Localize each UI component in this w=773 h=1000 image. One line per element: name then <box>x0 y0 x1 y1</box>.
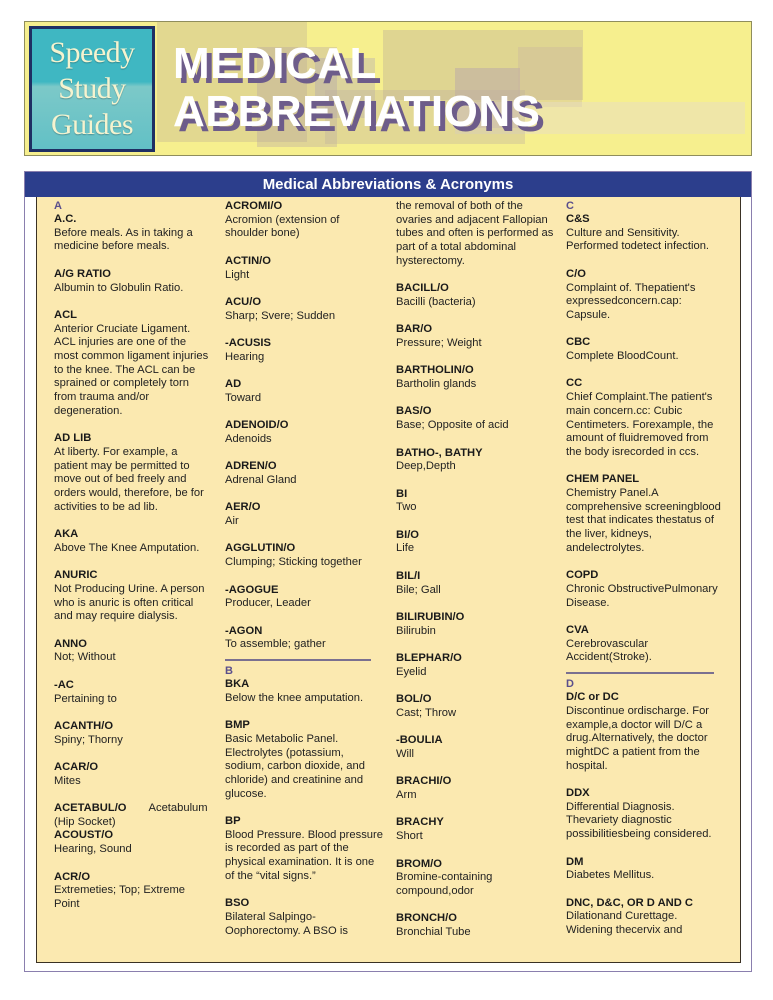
abbreviation-definition: Hearing <box>225 350 265 363</box>
abbreviation-entry <box>225 419 383 446</box>
abbreviation-entry <box>225 719 383 801</box>
abbreviation-entry <box>396 652 558 679</box>
abbreviation-definition: To assemble; gather <box>225 638 326 651</box>
abbreviation-term: ACL <box>54 308 77 321</box>
abbreviation-entry <box>566 787 726 842</box>
abbreviation-term: ACAR/O <box>54 760 99 773</box>
abbreviation-definition: Hearing, Sound <box>54 843 132 856</box>
abbreviation-term: BAR/O <box>396 323 433 336</box>
abbreviation-definition: Light <box>225 268 250 281</box>
abbreviation-entry <box>54 528 212 555</box>
abbreviation-definition: Discontinue ordischarge. For example,a doctor will D/C a drug.Alternatively, the doctor mightDC a patient from the hospital. <box>566 704 710 772</box>
abbreviation-term: AD <box>225 378 242 391</box>
abbreviation-term: CHEM PANEL <box>566 473 640 486</box>
section-header: Medical Abbreviations & Acronyms <box>25 172 751 197</box>
abbreviation-term: ACROMI/O <box>225 200 283 212</box>
abbreviation-definition: Base; Opposite of acid <box>396 419 509 432</box>
abbreviation-definition: Pressure; Weight <box>396 337 482 349</box>
abbreviation-definition: Bilateral Salpingo-Oophorectomy. A BSO is <box>225 910 348 937</box>
abbreviation-definition: Adrenal Gland <box>225 473 297 486</box>
abbreviation-term: CC <box>566 377 583 390</box>
abbreviation-term: A.C. <box>54 213 77 225</box>
abbreviation-entry <box>54 829 212 856</box>
column-2 <box>225 200 383 952</box>
abbreviation-entry <box>566 569 726 610</box>
abbreviation-definition: Not Producing Urine. A person who is anuric is often critical and may require dialysis. <box>54 582 205 623</box>
abbreviation-term: -AGOGUE <box>225 583 279 596</box>
abbreviation-definition: Arm <box>396 789 417 802</box>
abbreviation-definition: Life <box>396 542 415 555</box>
abbreviation-entry <box>54 761 212 788</box>
abbreviation-definition: Chief Complaint.The patient's main concern.cc: Cubic Centimeters. Forexample, the amount of fluidremoved from the body isrecorded in ccs. <box>566 391 714 458</box>
abbreviation-term: A/G RATIO <box>54 267 111 280</box>
abbreviation-definition: the removal of both of the ovaries and adjacent Fallopian tubes and often is performed as part of a total abdominal hysterectomy. <box>396 200 554 267</box>
abbreviation-definition: Complaint of. Thepatient's expressedconcern.cap: Capsule. <box>566 281 696 321</box>
abbreviation-term: ACR/O <box>54 870 91 883</box>
abbreviation-term: BLEPHAR/O <box>396 652 462 665</box>
abbreviation-definition: At liberty. For example, a patient may be permitted to move out of bed freely and orders would, therefore, be for activities to be ad lib. <box>54 445 204 513</box>
abbreviation-entry <box>396 611 558 638</box>
abbreviation-term: COPD <box>566 569 599 582</box>
abbreviation-entry <box>225 296 383 323</box>
abbreviation-definition: Acetabulum (Hip Socket) <box>54 802 208 828</box>
abbreviation-term: BACILL/O <box>396 282 449 295</box>
abbreviation-definition: Toward <box>225 391 262 404</box>
abbreviation-entry <box>396 775 558 802</box>
abbreviation-entry <box>396 858 558 899</box>
abbreviation-term: ACETABUL/O <box>54 802 127 815</box>
abbreviation-term: DDX <box>566 787 590 800</box>
abbreviation-definition: Bilirubin <box>396 624 436 637</box>
abbreviation-definition: Bacilli (bacteria) <box>396 295 476 308</box>
letter-heading: D <box>566 678 574 691</box>
abbreviation-entry <box>225 542 383 569</box>
abbreviation-term: BOL/O <box>396 693 432 706</box>
abbreviation-entry <box>225 584 383 611</box>
abbreviation-definition: Chemistry Panel.A comprehensive screeningblood test that indicates thestatus of the liver, kidneys, andelectrolytes. <box>566 487 721 554</box>
abbreviation-entry <box>396 405 558 432</box>
abbreviation-definition: Blood Pressure. Blood pressure is recorded as part of the physical examination. It is one of the “vital signs.” <box>225 828 383 882</box>
abbreviation-definition: Clumping; Sticking together <box>225 556 362 569</box>
abbreviation-definition: Will <box>396 747 415 760</box>
abbreviation-entry <box>396 570 558 597</box>
abbreviations-panel <box>24 171 752 972</box>
abbreviation-definition: Not; Without <box>54 651 116 664</box>
abbreviation-entry <box>54 720 212 747</box>
abbreviation-definition: Deep,Depth <box>396 460 456 473</box>
abbreviation-definition: Before meals. As in taking a medicine before meals. <box>54 226 193 253</box>
abbreviation-entry <box>566 691 726 773</box>
abbreviation-definition: Dilationand Curettage. Widening thecervix and <box>566 910 683 937</box>
abbreviation-term: BKA <box>225 678 250 691</box>
abbreviation-term: BAS/O <box>396 405 432 418</box>
abbreviation-term: DNC, D&C, OR D AND C <box>566 896 693 909</box>
abbreviation-term: ADENOID/O <box>225 419 289 432</box>
abbreviation-definition: Bile; Gall <box>396 583 441 596</box>
abbreviation-definition: Cerebrovascular Accident(Stroke). <box>566 637 652 664</box>
abbreviation-entry <box>54 871 212 912</box>
abbreviation-term: -BOULIA <box>396 734 443 747</box>
abbreviation-definition: Short <box>396 830 423 843</box>
abbreviation-entry <box>54 309 212 419</box>
abbreviation-term: ACTIN/O <box>225 254 271 267</box>
abbreviation-term: ACU/O <box>225 295 262 308</box>
abbreviation-definition: Pertaining to <box>54 692 117 705</box>
abbreviation-entry <box>566 213 726 254</box>
abbreviation-definition: Below the knee amputation. <box>225 691 364 704</box>
abbreviation-entry <box>54 569 212 624</box>
abbreviation-entry <box>225 625 383 652</box>
column-3 <box>396 200 558 953</box>
abbreviation-entry <box>566 473 726 555</box>
abbreviation-definition: Albumin to Globulin Ratio. <box>54 281 184 294</box>
title-banner <box>24 21 752 156</box>
abbreviation-entry <box>396 816 558 843</box>
abbreviation-entry <box>566 624 726 665</box>
abbreviation-term: BSO <box>225 897 250 910</box>
abbreviation-definition: Air <box>225 515 239 528</box>
abbreviation-definition: Producer, Leader <box>225 597 311 610</box>
column-4 <box>566 200 726 951</box>
abbreviation-entry <box>54 432 212 514</box>
abbreviation-term: BIL/I <box>396 569 421 582</box>
abbreviation-term: CVA <box>566 624 589 636</box>
abbreviation-definition: Differential Diagnosis. Thevariety diagnostic possibilitiesbeing considered. <box>566 800 712 841</box>
abbreviation-term: BI/O <box>396 528 419 541</box>
abbreviation-entry <box>396 282 558 309</box>
abbreviation-entry <box>225 815 383 884</box>
abbreviation-entry <box>396 912 558 939</box>
abbreviation-definition: Bartholin glands <box>396 378 477 391</box>
abbreviation-entry <box>225 200 383 241</box>
abbreviation-entry <box>396 693 558 720</box>
abbreviation-term: BILIRUBIN/O <box>396 610 465 623</box>
abbreviation-entry <box>566 336 726 363</box>
abbreviation-term: AGGLUTIN/O <box>225 542 296 555</box>
speedy-study-guides-logo <box>29 26 155 152</box>
title-line: ABBREVIATIONS <box>173 87 541 136</box>
letter-heading: C <box>566 200 574 212</box>
abbreviation-entry <box>396 364 558 391</box>
logo-line: Speedy <box>49 36 135 69</box>
abbreviation-definition: Sharp; Svere; Sudden <box>225 309 336 322</box>
abbreviation-definition: Chronic ObstructivePulmonary Disease. <box>566 582 718 609</box>
abbreviation-term: ANNO <box>54 637 87 650</box>
abbreviation-definition: Basic Metabolic Panel. Electrolytes (potassium, sodium, carbon dioxide, and chloride) and creatinine and glucose. <box>225 732 365 800</box>
abbreviation-definition: Extremeties; Top; Extreme Point <box>54 884 185 910</box>
abbreviation-definition: Acromion (extension of shoulder bone) <box>225 213 340 240</box>
abbreviation-term: BRACHI/O <box>396 775 452 788</box>
abbreviation-entry <box>54 268 212 295</box>
letter-heading: B <box>225 665 233 678</box>
abbreviation-term: AER/O <box>225 501 261 514</box>
abbreviation-entry <box>225 255 383 282</box>
abbreviation-term: CBC <box>566 336 591 349</box>
abbreviation-entry <box>396 734 558 761</box>
letter-heading: A <box>54 200 62 212</box>
abbreviation-term: C&S <box>566 213 590 225</box>
abbreviation-entry <box>225 337 383 364</box>
abbreviation-term: BRACHY <box>396 816 444 829</box>
abbreviation-definition: Complete BloodCount. <box>566 350 679 362</box>
abbreviation-entry <box>396 529 558 556</box>
abbreviation-term: BI <box>396 487 408 500</box>
abbreviation-entry <box>396 200 558 269</box>
abbreviation-term: -AGON <box>225 624 263 637</box>
abbreviation-entry <box>225 378 383 405</box>
title-line: MEDICAL <box>173 39 377 88</box>
column-1 <box>54 200 212 925</box>
abbreviation-definition: Anterior Cruciate Ligament. ACL injuries are one of the most common ligament injuries to the knee. The ACL can be sprained or completely torn from trauma and/or degeneration. <box>54 322 209 417</box>
abbreviation-term: D/C or DC <box>566 691 619 704</box>
abbreviation-entry <box>225 501 383 528</box>
abbreviation-definition: Culture and Sensitivity. Performed todetect infection. <box>566 226 710 253</box>
abbreviation-term: DM <box>566 855 584 868</box>
abbreviation-entry <box>225 460 383 487</box>
abbreviation-entry <box>225 897 383 938</box>
abbreviation-entry <box>396 488 558 515</box>
abbreviation-entry <box>54 638 212 665</box>
logo-line: Study <box>58 72 126 105</box>
section-divider <box>566 672 714 674</box>
abbreviation-term: C/O <box>566 267 586 280</box>
section-divider <box>225 659 371 661</box>
abbreviation-entry <box>566 897 726 938</box>
abbreviation-definition: Eyelid <box>396 665 427 678</box>
abbreviation-definition: Bronchial Tube <box>396 926 471 939</box>
abbreviations-content <box>36 197 741 963</box>
abbreviation-definition: Bromine-containing compound,odor <box>396 871 493 897</box>
logo-line: Guides <box>51 108 133 141</box>
abbreviation-term: BP <box>225 815 241 828</box>
abbreviation-entry <box>54 679 212 706</box>
abbreviation-term: BROM/O <box>396 857 442 870</box>
abbreviation-term: ACOUST/O <box>54 829 114 842</box>
abbreviation-definition: Mites <box>54 774 81 787</box>
abbreviation-entry <box>566 856 726 883</box>
abbreviation-term: AKA <box>54 528 79 541</box>
abbreviation-entry <box>396 323 558 350</box>
abbreviation-term: AD LIB <box>54 432 92 445</box>
abbreviation-definition: Two <box>396 501 417 514</box>
abbreviation-entry <box>225 678 383 705</box>
abbreviation-entry <box>54 213 212 254</box>
abbreviation-definition: Adenoids <box>225 432 272 445</box>
abbreviation-term: BMP <box>225 719 250 732</box>
abbreviation-term: ADREN/O <box>225 460 277 473</box>
abbreviation-term: -ACUSIS <box>225 336 271 349</box>
abbreviation-term: BARTHOLIN/O <box>396 364 474 377</box>
abbreviation-term: -AC <box>54 678 74 691</box>
abbreviation-definition: Above The Knee Amputation. <box>54 541 200 554</box>
abbreviation-term: ACANTH/O <box>54 719 114 732</box>
abbreviation-term: BRONCH/O <box>396 912 457 925</box>
abbreviation-entry <box>566 268 726 323</box>
abbreviation-term: ANURIC <box>54 569 98 582</box>
abbreviation-definition: Spiny; Thorny <box>54 733 123 746</box>
abbreviation-term: BATHO-, BATHY <box>396 446 483 459</box>
page-title <box>173 40 540 136</box>
abbreviation-entry <box>396 447 558 474</box>
abbreviation-entry <box>54 802 212 829</box>
abbreviation-entry <box>566 377 726 459</box>
abbreviation-definition: Cast; Throw <box>396 706 457 719</box>
abbreviation-definition: Diabetes Mellitus. <box>566 869 655 882</box>
